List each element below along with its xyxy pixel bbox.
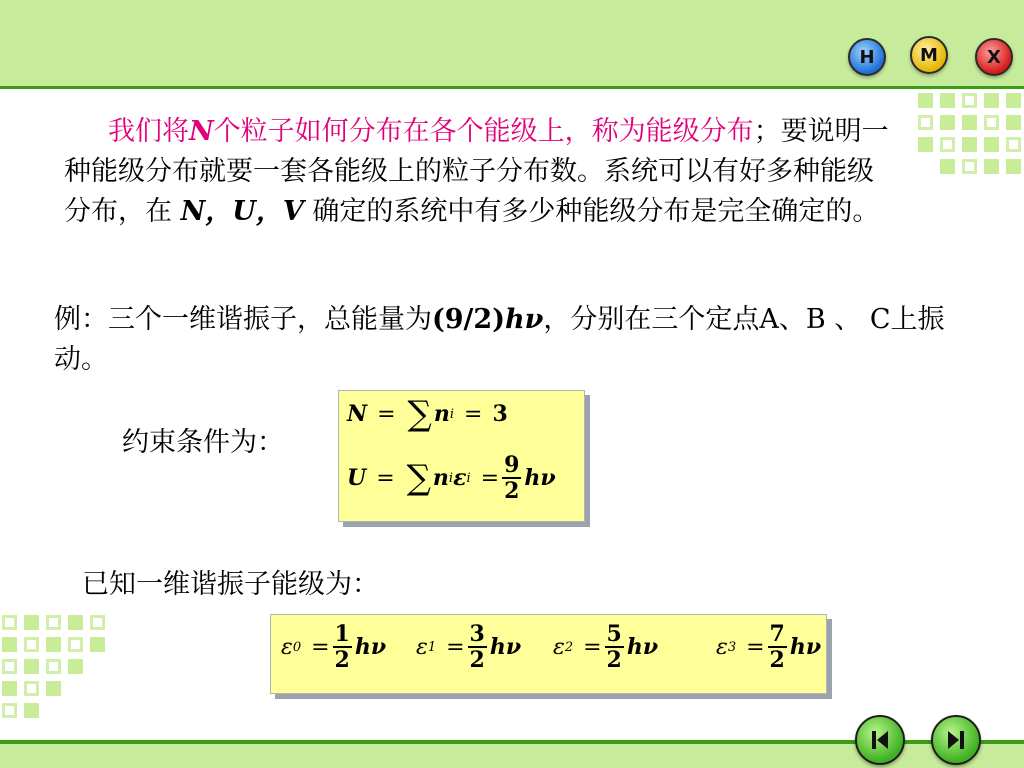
decor-square [90, 637, 105, 652]
decor-square [68, 637, 83, 652]
example-text: 例：三个一维谐振子，总能量为 [54, 304, 432, 335]
decor-square [2, 681, 17, 696]
definition-variable: N [189, 116, 214, 147]
energy-level-0: ε 0 = $\frac{1}{2}$ hν [281, 621, 387, 673]
decor-square [24, 637, 39, 652]
menu-button[interactable] [910, 36, 948, 74]
decor-square [918, 115, 933, 130]
decor-square [46, 681, 61, 696]
decor-square [46, 615, 61, 630]
next-arrow-icon [943, 727, 969, 753]
decor-square [984, 115, 999, 130]
energy-level-1: ε 1 = $\frac{3}{2}$ hν [416, 621, 522, 673]
decor-square [24, 681, 39, 696]
energy-level-3: ε 3 = $\frac{7}{2}$ hν [716, 621, 822, 673]
next-slide-button[interactable] [931, 715, 981, 765]
decor-square [1006, 115, 1021, 130]
decor-square [1006, 159, 1021, 174]
energy-levels-box [270, 614, 827, 694]
decor-square [24, 659, 39, 674]
decor-square [2, 637, 17, 652]
close-icon: X [987, 46, 1001, 68]
constraint-label: 约束条件为： [122, 427, 284, 458]
home-button[interactable] [848, 38, 886, 76]
decor-square [984, 137, 999, 152]
example-text-rest: ，分别在三个定点A、B 、 C上振动。 [54, 304, 945, 375]
decor-square [2, 659, 17, 674]
energy-equation: U = ∑ n i ε i = $\frac{9}{2}$ hν [347, 452, 556, 504]
energy-symbol: hν [504, 304, 544, 335]
decor-square [962, 115, 977, 130]
previous-arrow-icon [867, 727, 893, 753]
decor-square [90, 615, 105, 630]
home-icon: H [859, 46, 875, 68]
close-button[interactable] [975, 38, 1013, 76]
header-divider [0, 86, 1024, 89]
paragraph-text-end: 确定的系统中有多少种能级分布是完全确定的。 [303, 196, 880, 227]
decor-square [940, 93, 955, 108]
decor-square [918, 137, 933, 152]
example-paragraph [54, 300, 974, 380]
decor-square [2, 615, 17, 630]
decor-square [984, 159, 999, 174]
decor-square [68, 615, 83, 630]
previous-slide-button[interactable] [855, 715, 905, 765]
decor-square [46, 637, 61, 652]
energy-value: (9/2) [432, 304, 505, 335]
decor-square [918, 93, 933, 108]
decor-square [962, 137, 977, 152]
decor-square [24, 703, 39, 718]
energy-levels-label: 已知一维谐振子能级为： [82, 569, 379, 600]
state-variables: N，U，V [180, 196, 304, 227]
intro-paragraph [64, 112, 894, 232]
decor-square [962, 93, 977, 108]
definition-text-rest: 个粒子如何分布在各个能级上，称为能级分布 [213, 116, 754, 147]
decor-square [984, 93, 999, 108]
decor-square [46, 659, 61, 674]
decor-square [68, 659, 83, 674]
decor-square [940, 159, 955, 174]
paragraph-text: ；要说明一种能级分布就要一套各能级上的粒子分布数。系统可以有好多种能级分布，在 [64, 116, 889, 227]
decor-square [940, 115, 955, 130]
decor-square [24, 615, 39, 630]
decor-square [2, 703, 17, 718]
decor-square [940, 137, 955, 152]
decor-square [962, 159, 977, 174]
energy-level-2: ε 2 = $\frac{5}{2}$ hν [553, 621, 659, 673]
menu-icon: M [920, 44, 938, 66]
constraint-box [338, 390, 585, 522]
decor-square [1006, 93, 1021, 108]
decor-square [1006, 137, 1021, 152]
definition-text: 我们将 [108, 116, 189, 147]
particle-count-equation: N = ∑ n i = 3 [347, 394, 508, 434]
